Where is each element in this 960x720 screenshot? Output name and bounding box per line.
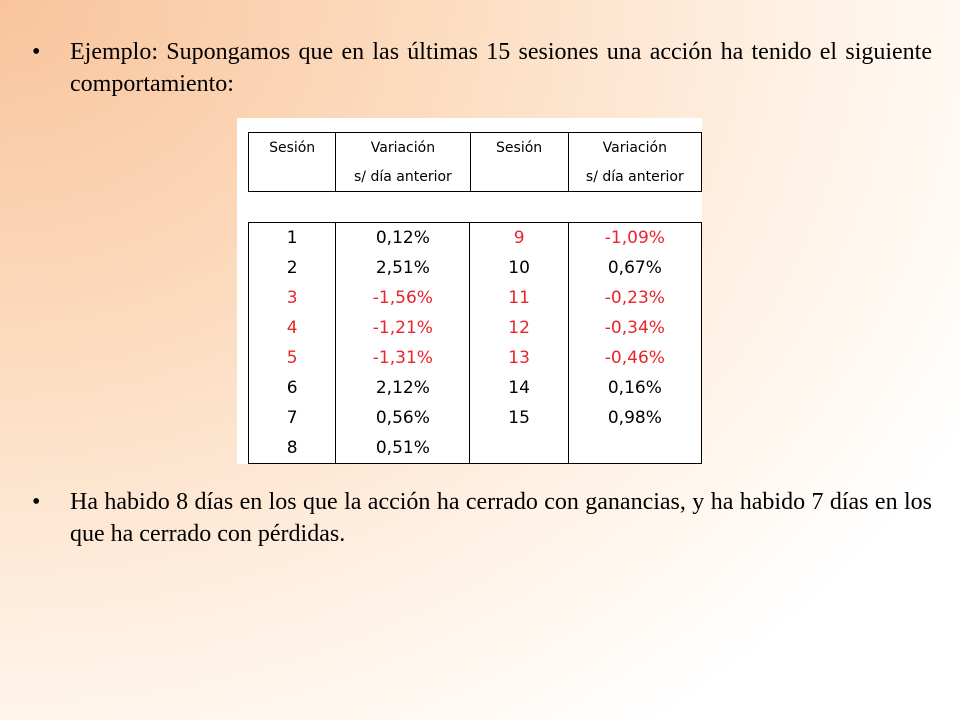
table-header (248, 132, 702, 192)
bullet-dot: • (32, 489, 41, 515)
variation-cell: 0,98% (568, 403, 701, 433)
variation-cell: 2,51% (336, 253, 470, 283)
bullet-conclusion (32, 486, 932, 550)
session-cell: 10 (470, 253, 568, 283)
table-row (249, 403, 702, 433)
variation-cell: 2,12% (336, 373, 470, 403)
header-blank-2 (470, 162, 568, 192)
bullet-text: Ha habido 8 días en los que la acción ha cerrado con ganancias, y ha habido 7 días en los que ha cerrado con pérdidas. (70, 489, 932, 547)
table-body (248, 222, 702, 464)
bullet-text: Ejemplo: Supongamos que en las últimas 15 sesiones una acción ha tenido el siguiente comportamiento: (70, 39, 932, 97)
table-row (249, 253, 702, 283)
header-sub-2: s/ día anterior (568, 162, 701, 192)
session-cell (470, 433, 568, 464)
table-row (249, 223, 702, 254)
session-cell: 2 (249, 253, 336, 283)
session-cell: 4 (249, 313, 336, 343)
variation-cell: -0,23% (568, 283, 701, 313)
header-sesion-2: Sesión (470, 133, 568, 163)
session-cell: 1 (249, 223, 336, 254)
session-cell: 9 (470, 223, 568, 254)
header-variacion-2: Variación (568, 133, 701, 163)
variation-cell: -1,21% (336, 313, 470, 343)
variation-cell: -1,31% (336, 343, 470, 373)
session-cell: 6 (249, 373, 336, 403)
table-row (249, 373, 702, 403)
bullet-example (32, 36, 932, 100)
session-cell: 3 (249, 283, 336, 313)
session-cell: 13 (470, 343, 568, 373)
variation-cell: 0,51% (336, 433, 470, 464)
variation-cell: 0,56% (336, 403, 470, 433)
variation-cell: -1,56% (336, 283, 470, 313)
sessions-table (237, 118, 702, 464)
session-cell: 14 (470, 373, 568, 403)
header-variacion-1: Variación (336, 133, 470, 163)
header-sub-1: s/ día anterior (336, 162, 470, 192)
header-sesion-1: Sesión (249, 133, 336, 163)
header-blank-1 (249, 162, 336, 192)
session-cell: 7 (249, 403, 336, 433)
table-row (249, 433, 702, 464)
session-cell: 12 (470, 313, 568, 343)
table-row (249, 313, 702, 343)
variation-cell: 0,67% (568, 253, 701, 283)
session-cell: 5 (249, 343, 336, 373)
table-row (249, 343, 702, 373)
session-cell: 15 (470, 403, 568, 433)
variation-cell (568, 433, 701, 464)
variation-cell: 0,16% (568, 373, 701, 403)
session-cell: 8 (249, 433, 336, 464)
variation-cell: 0,12% (336, 223, 470, 254)
table-row (249, 283, 702, 313)
variation-cell: -0,46% (568, 343, 701, 373)
variation-cell: -0,34% (568, 313, 701, 343)
variation-cell: -1,09% (568, 223, 701, 254)
session-cell: 11 (470, 283, 568, 313)
bullet-dot: • (32, 39, 41, 65)
